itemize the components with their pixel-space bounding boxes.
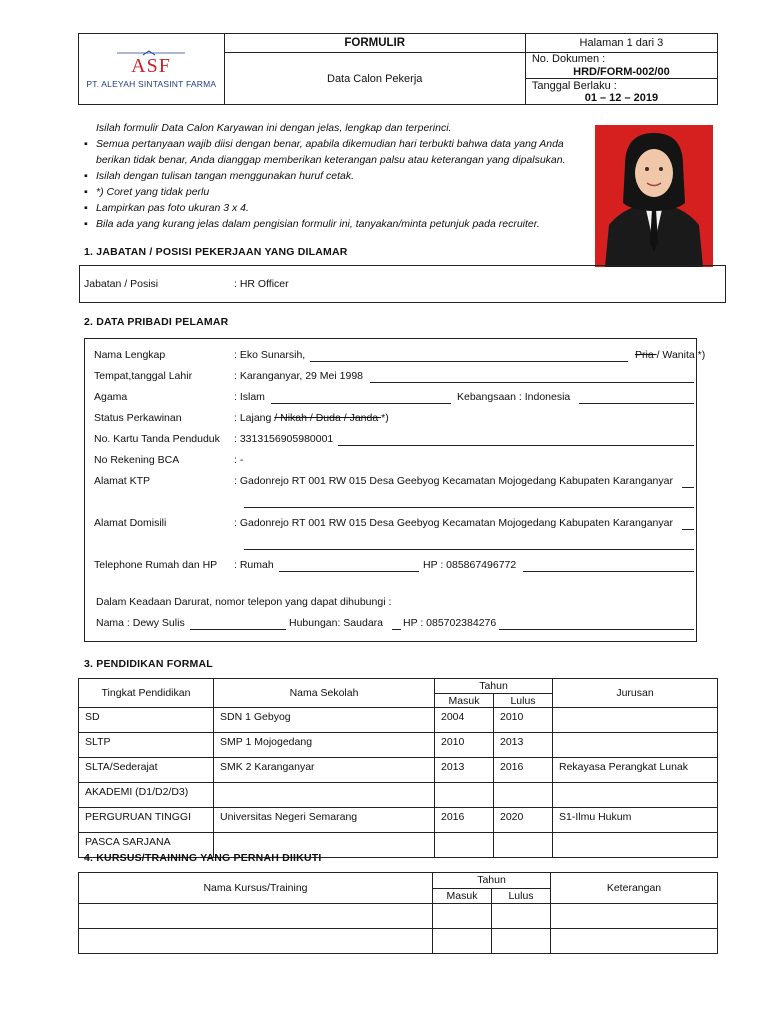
- marital-value: [234, 412, 389, 424]
- ktp-label: Alamat KTP: [94, 475, 151, 487]
- section-3-title: 3. PENDIDIKAN FORMAL: [84, 658, 213, 670]
- id-line: [338, 445, 694, 446]
- ktp-line: [682, 487, 694, 488]
- instruction-lead: Isilah formulir Data Calon Karyawan ini dengan jelas, lengkap dan terperinci.: [96, 122, 452, 134]
- table-row: [79, 733, 718, 758]
- instruction-item: ▪ Lampirkan pas foto ukuran 3 x 4.: [84, 200, 584, 216]
- col-major: Jurusan: [553, 679, 718, 708]
- domicile-line: [682, 529, 694, 530]
- table-row: [79, 708, 718, 733]
- table-row: [79, 808, 718, 833]
- birth-line: [370, 382, 694, 383]
- valid-value: 01 – 12 – 2019: [584, 91, 659, 104]
- table-row: [79, 758, 718, 783]
- marital-note: *): [381, 412, 389, 424]
- cell-in: 2010: [435, 733, 494, 758]
- gender-field: [635, 349, 705, 361]
- form-header: [78, 33, 718, 105]
- name-line: [310, 361, 628, 362]
- cell-major: Rekayasa Perangkat Lunak: [553, 758, 718, 783]
- cell-in: 2004: [435, 708, 494, 733]
- table-row: [79, 904, 718, 929]
- birth-label: Tempat,tanggal Lahir: [94, 370, 193, 382]
- cell-major: [553, 783, 718, 808]
- cell-out: 2020: [494, 808, 553, 833]
- religion-label: Agama: [94, 391, 128, 403]
- emergency-relation-line: [392, 629, 401, 630]
- cell-school: SMP 1 Mojogedang: [214, 733, 435, 758]
- cell-level: PASCA SARJANA: [79, 833, 214, 858]
- applicant-photo: [595, 125, 713, 267]
- domicile-line-2: [244, 549, 694, 550]
- col-training-note: Keterangan: [551, 873, 718, 904]
- emergency-relation: Hubungan: Saudara: [289, 617, 383, 629]
- form-subtitle: Data Calon Pekerja: [224, 53, 525, 105]
- col-year: Tahun: [435, 679, 553, 694]
- company-logo: [85, 49, 218, 89]
- form-label: FORMULIR: [224, 34, 525, 53]
- id-label: No. Kartu Tanda Penduduk: [94, 433, 220, 445]
- training-table: [78, 872, 718, 954]
- col-out: Lulus: [494, 694, 553, 708]
- gender-rest: / Wanita *): [656, 349, 706, 361]
- marital-label: Status Perkawinan: [94, 412, 182, 424]
- instruction-item: ▪ Semua pertanyaan wajib diisi dengan benar, apabila dikemudian hari terbukti bahwa data yang Anda berikan tidak benar, Anda dianggap memberikan keterangan palsu atau keterangan yang dipalsukan.: [84, 136, 584, 168]
- education-table: [78, 678, 718, 858]
- section-4-title: 4. KURSUS/TRAINING YANG PERNAH DIIKUTI: [84, 852, 322, 864]
- section-2-title: 2. DATA PRIBADI PELAMAR: [84, 316, 229, 328]
- phone-label: Telephone Rumah dan HP: [94, 559, 218, 571]
- cell-major: S1-Ilmu Hukum: [553, 808, 718, 833]
- phone-home: : Rumah: [234, 559, 274, 571]
- domicile-label: Alamat Domisili: [94, 517, 167, 529]
- domicile-value: : Gadonrejo RT 001 RW 015 Desa Geebyog Kecamatan Mojogedang Kabupaten Karanganyar: [234, 517, 673, 529]
- section-1-title: 1. JABATAN / POSISI PEKERJAAN YANG DILAMAR: [84, 246, 348, 258]
- name-label: Nama Lengkap: [94, 349, 166, 361]
- gender-struck: Pria: [635, 349, 657, 361]
- emergency-hp: HP : 085702384276: [403, 617, 497, 629]
- ktp-line-2: [244, 507, 694, 508]
- col-training-in: Masuk: [433, 888, 492, 904]
- company-logo-cell: [79, 34, 225, 105]
- bank-label: No Rekening BCA: [94, 454, 180, 466]
- cell-out: 2013: [494, 733, 553, 758]
- page-indicator: Halaman 1 dari 3: [525, 34, 717, 53]
- phone-home-line: [279, 571, 419, 572]
- cell-level: SD: [79, 708, 214, 733]
- col-in: Masuk: [435, 694, 494, 708]
- nationality: Kebangsaan : Indonesia: [457, 391, 571, 403]
- position-box: [79, 265, 726, 303]
- valid-date-cell: [525, 79, 717, 105]
- nationality-line: [579, 403, 694, 404]
- instructions: [84, 120, 584, 232]
- cell-out: 2010: [494, 708, 553, 733]
- cell-major: [553, 708, 718, 733]
- cell-major: [553, 833, 718, 858]
- cell-in: 2013: [435, 758, 494, 783]
- birth-value: : Karanganyar, 29 Mei 1998: [234, 370, 364, 382]
- col-level: Tingkat Pendidikan: [79, 679, 214, 708]
- cell-level: AKADEMI (D1/D2/D3): [79, 783, 214, 808]
- emergency-name-line: [190, 629, 286, 630]
- table-row: [79, 929, 718, 954]
- instruction-item: ▪ Bila ada yang kurang jelas dalam pengisian formulir ini, tanyakan/minta petunjuk pada recruiter.: [84, 216, 584, 232]
- col-school: Nama Sekolah: [214, 679, 435, 708]
- ktp-value: : Gadonrejo RT 001 RW 015 Desa Geebyog Kecamatan Mojogedang Kabupaten Karanganyar: [234, 475, 673, 487]
- name-value: : Eko Sunarsih,: [234, 349, 306, 361]
- emergency-name: Nama : Dewy Sulis: [96, 617, 185, 629]
- cell-level: PERGURUAN TINGGI: [79, 808, 214, 833]
- cell-level: SLTP: [79, 733, 214, 758]
- religion-line: [271, 403, 451, 404]
- cell-out: [494, 783, 553, 808]
- col-training-name: Nama Kursus/Training: [79, 873, 433, 904]
- marital-struck: / Nikah / Duda / Janda: [274, 412, 382, 424]
- valid-label: Tanggal Berlaku :: [531, 79, 617, 92]
- cell-school: Universitas Negeri Semarang: [214, 808, 435, 833]
- cell-in: [435, 833, 494, 858]
- col-training-year: Tahun: [433, 873, 551, 889]
- cell-school: [214, 783, 435, 808]
- cell-school: SMK 2 Karanganyar: [214, 758, 435, 783]
- cell-level: SLTA/Sederajat: [79, 758, 214, 783]
- cell-school: SDN 1 Gebyog: [214, 708, 435, 733]
- cell-in: [435, 783, 494, 808]
- company-name: PT. ALEYAH SINTASINT FARMA: [86, 79, 217, 89]
- col-training-out: Lulus: [492, 888, 551, 904]
- position-value: : HR Officer: [234, 278, 289, 290]
- marital-selected: : Lajang: [234, 412, 275, 424]
- phone-hp-line: [523, 571, 694, 572]
- cell-out: [494, 833, 553, 858]
- logo-text: ASF: [131, 55, 172, 77]
- religion-value: : Islam: [234, 391, 265, 403]
- asf-logo-icon: [113, 49, 189, 77]
- table-row: [79, 783, 718, 808]
- instruction-item: ▪ Isilah dengan tulisan tangan menggunakan huruf cetak.: [84, 168, 584, 184]
- doc-no-label: No. Dokumen :: [525, 53, 717, 66]
- phone-hp: HP : 085867496772: [423, 559, 517, 571]
- instruction-item: ▪ *) Coret yang tidak perlu: [84, 184, 584, 200]
- emergency-title: Dalam Keadaan Darurat, nomor telepon yang dapat dihubungi :: [96, 596, 392, 608]
- cell-out: 2016: [494, 758, 553, 783]
- cell-in: 2016: [435, 808, 494, 833]
- doc-no-value: HRD/FORM-002/00: [525, 66, 717, 79]
- emergency-hp-line: [499, 629, 694, 630]
- cell-major: [553, 733, 718, 758]
- personal-data-box: [84, 338, 706, 642]
- bank-value: : -: [234, 454, 244, 466]
- position-label: Jabatan / Posisi: [84, 278, 159, 290]
- id-value: : 3313156905980001: [234, 433, 334, 445]
